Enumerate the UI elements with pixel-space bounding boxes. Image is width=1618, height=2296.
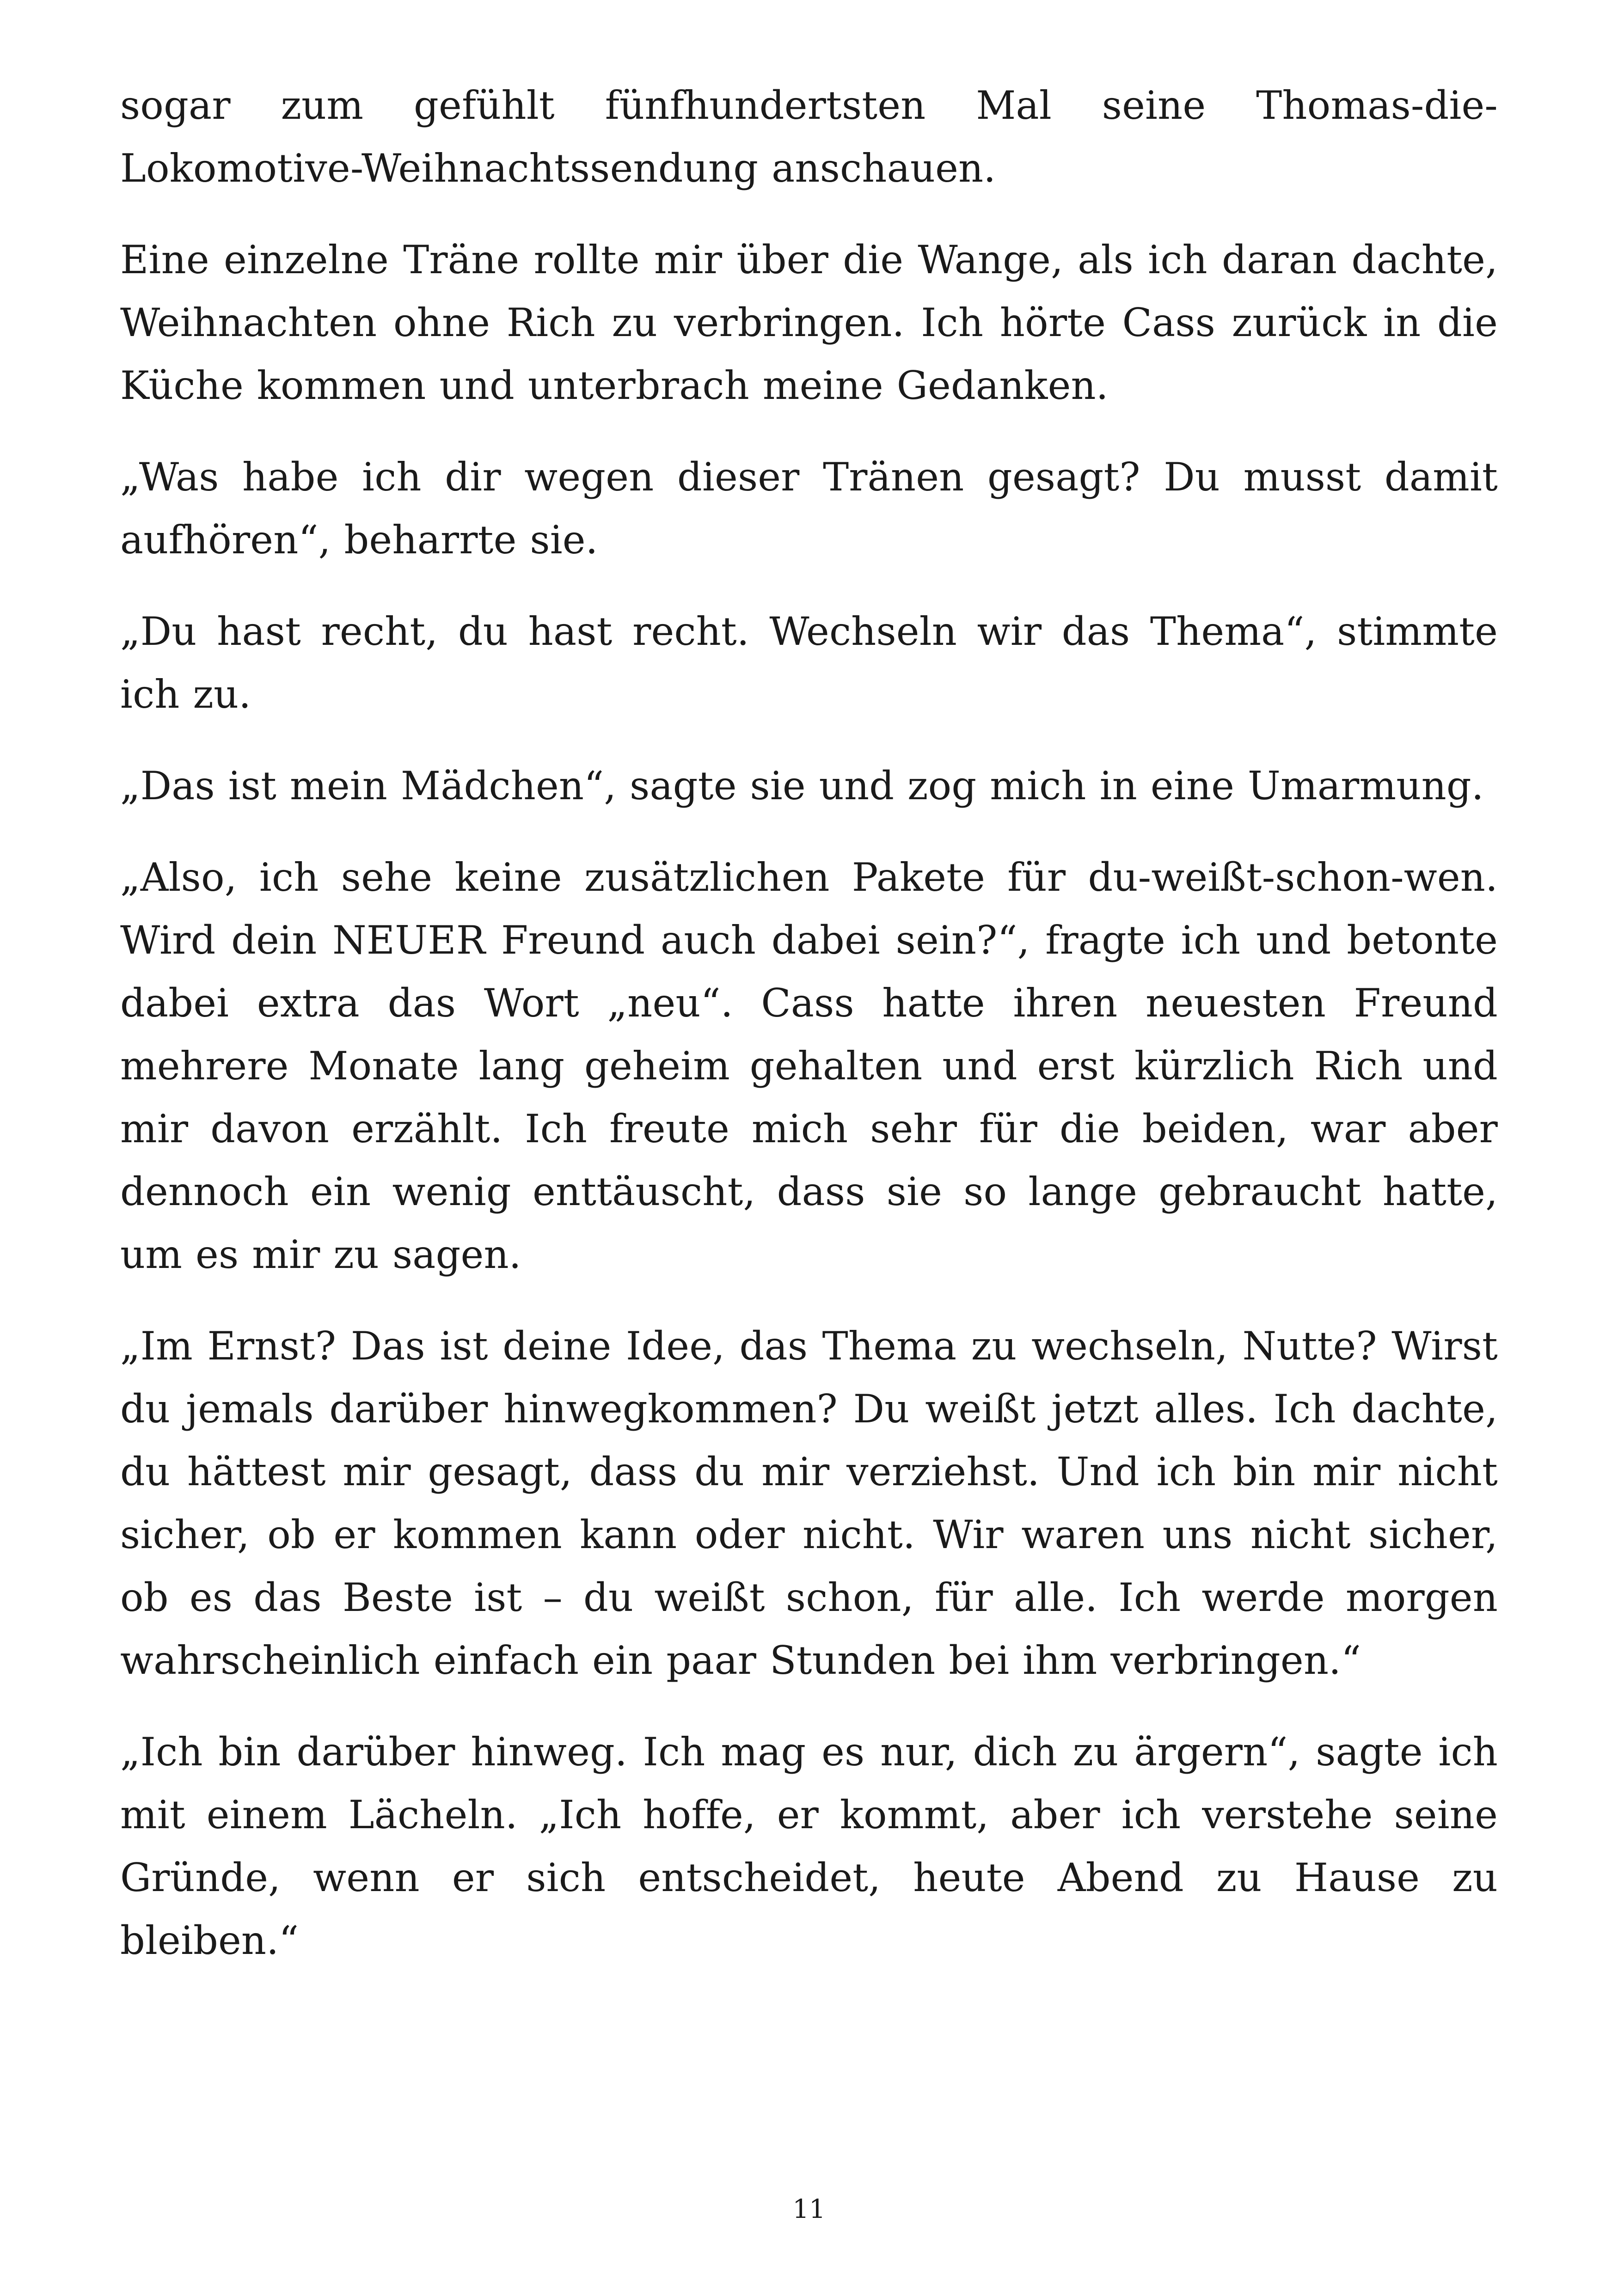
paragraph-3: „Was habe ich dir wegen dieser Tränen gesagt? Du musst damit aufhören“, beharrte sie. — [120, 454, 1498, 563]
page-body — [120, 74, 1498, 2001]
paragraph-4: „Du hast recht, du hast recht. Wechseln wir das Thema“, stimmte ich zu. — [120, 609, 1498, 717]
paragraph-1: sogar zum gefühlt fünfhundertsten Mal seine Thomas-die-Lokomotive-Weihnachtssendung anschauen. — [120, 83, 1498, 191]
paragraph-6: „Also, ich sehe keine zusätzlichen Pakete für du-weißt-schon-wen. Wird dein NEUER Freund auch dabei sein?“, fragte ich und betonte dabei extra das Wort „neu“. Cass hatte ihren neuesten Freund mehrere Monate lang geheim gehalten und erst kürzlich Rich und mir davon erzählt. Ich freute mich sehr für die beiden, war aber dennoch ein wenig enttäuscht, dass sie so lange gebraucht hatte, um es mir zu sagen. — [120, 855, 1498, 1277]
paragraph-5: „Das ist mein Mädchen“, sagte sie und zog mich in eine Umarmung. — [120, 763, 1484, 808]
page-number: 11 — [792, 2194, 826, 2224]
paragraph-8: „Ich bin darüber hinweg. Ich mag es nur, dich zu ärgern“, sagte ich mit einem Lächeln. „Ich hoffe, er kommt, aber ich verstehe seine Gründe, wenn er sich entscheidet, heute Abend zu Hause zu bleiben.“ — [120, 1729, 1498, 1963]
paragraph-7: „Im Ernst? Das ist deine Idee, das Thema zu wechseln, Nutte? Wirst du jemals darüber hinwegkommen? Du weißt jetzt alles. Ich dachte, du hättest mir gesagt, dass du mir verziehst. Und ich bin mir nicht sicher, ob er kommen kann oder nicht. Wir waren uns nicht sicher, ob es das Beste ist – du weißt schon, für alle. Ich werde morgen wahrscheinlich einfach ein paar Stunden bei ihm verbringen.“ — [120, 1323, 1498, 1683]
paragraph-2: Eine einzelne Träne rollte mir über die Wange, als ich daran dachte, Weihnachten ohne Rich zu verbringen. Ich hörte Cass zurück in die Küche kommen und unterbrach meine Gedanken. — [120, 237, 1498, 408]
